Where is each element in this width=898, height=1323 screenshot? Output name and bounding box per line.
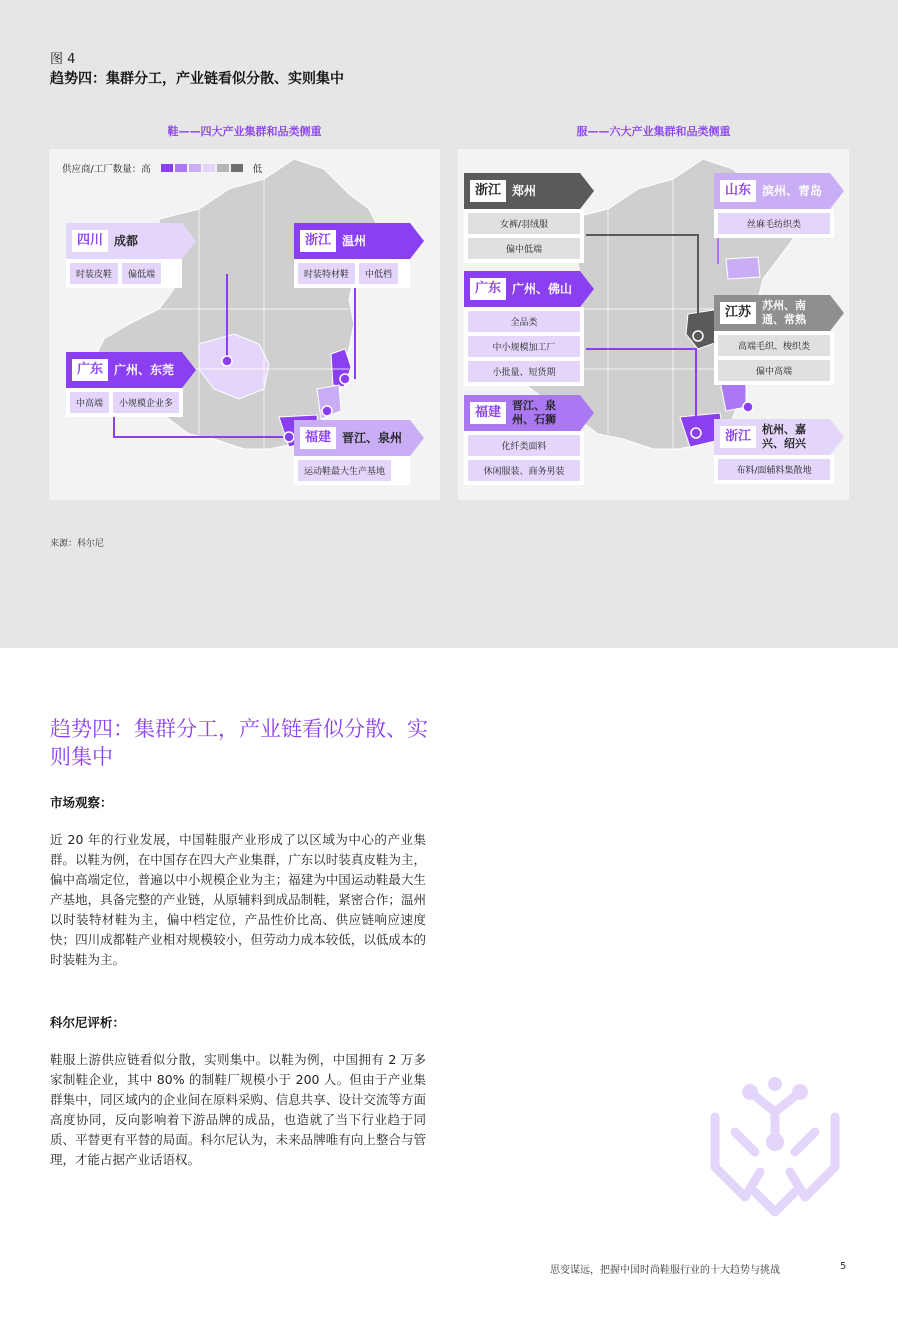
city-label: 广州、东莞 <box>114 363 175 377</box>
market-observation-heading: 市场观察： <box>50 795 113 810</box>
city-label: 杭州、嘉兴、绍兴 <box>762 423 807 450</box>
market-observation-body: 近 20 年的行业发展，中国鞋服产业形成了以区域为中心的产业集群。以鞋为例，在中国存在四大产业集群，广东以时装真皮鞋为主，偏中高端定位，普遍以中小规模企业为主；福建为中国运动鞋最大生产基地，具备完整的产业链，从原辅料到成品制鞋，紧密合作；温州以时装特材鞋为主，偏中档定位，产品性价比高、供应链响应速度快；四川成都鞋产业相对规模较小，但劳动力成本较低，以低成本的时装鞋为主。 <box>50 832 426 967</box>
legend-swatch <box>175 164 187 172</box>
city-label: 成都 <box>114 234 139 248</box>
cluster-zhengzhou <box>464 173 584 263</box>
apparel-map <box>458 149 849 500</box>
cluster-shandong <box>714 173 834 238</box>
city-label: 广州、佛山 <box>512 282 573 296</box>
cluster-zhejiang <box>294 223 410 288</box>
city-label: 晋江、泉州、石狮 <box>512 399 557 426</box>
category-tag: 时装特材鞋 <box>298 263 355 284</box>
province-label: 浙江 <box>300 230 336 252</box>
legend-low-label: 低 <box>252 164 263 175</box>
category-tag: 女裤/羽绒服 <box>468 213 580 234</box>
category-tag: 运动鞋最大生产基地 <box>298 460 391 481</box>
legend-swatch <box>203 164 215 172</box>
category-tag: 偏低端 <box>122 263 161 284</box>
figure-panel <box>0 0 898 648</box>
category-tag: 布料/面辅料集散地 <box>718 459 830 480</box>
province-label: 广东 <box>72 359 108 381</box>
legend-swatch <box>231 164 243 172</box>
cluster-sichuan <box>66 223 182 288</box>
category-tag: 化纤类面料 <box>468 435 580 456</box>
province-label: 四川 <box>72 230 108 252</box>
figure-title: 趋势四：集群分工，产业链看似分散、实则集中 <box>50 71 344 87</box>
category-tag: 全品类 <box>468 311 580 332</box>
city-label: 晋江、泉州 <box>342 431 403 445</box>
legend-swatch <box>161 164 173 172</box>
shandong-region <box>726 257 760 279</box>
cluster-guangdong <box>464 271 584 386</box>
province-label: 山东 <box>720 180 756 202</box>
shoes-map <box>49 149 440 500</box>
network-hands-icon <box>700 1072 850 1222</box>
category-tag: 小批量、短货期 <box>468 361 580 382</box>
figure-label: 图 4 <box>50 52 76 67</box>
kearney-analysis-heading: 科尔尼评析： <box>50 1015 126 1030</box>
footer-title: 思变谋远，把握中国时尚鞋服行业的十大趋势与挑战 <box>550 1265 780 1276</box>
legend-swatch <box>189 164 201 172</box>
page-number: 5 <box>840 1261 847 1272</box>
city-label: 郑州 <box>512 184 537 198</box>
figure-source: 来源：科尔尼 <box>50 539 105 549</box>
map-legend <box>62 161 262 175</box>
apparel-map-heading: 服——六大产业集群和品类侧重 <box>576 125 731 138</box>
cluster-fujian <box>464 395 584 485</box>
shoes-map-heading: 鞋——四大产业集群和品类侧重 <box>167 125 322 138</box>
kearney-analysis-body: 鞋服上游供应链看似分散，实则集中。以鞋为例，中国拥有 2 万多家制鞋企业，其中 80% 的制鞋厂规模小于 200 人。但由于产业集群集中，同区域内的企业间在原料采购、信息共享、设计交流等方面高度协同，反向影响着下游品牌的成品，也造就了当下行业趋于同质、平替更有平替的局面。科尔尼认为，未来品牌唯有向上整合与管理，才能占据产业话语权。 <box>50 1052 426 1167</box>
city-label: 苏州、南通、常熟 <box>762 299 807 326</box>
cluster-hangzhou <box>714 419 834 484</box>
category-tag: 中小规模加工厂 <box>468 336 580 357</box>
city-label: 滨州、青岛 <box>762 184 823 198</box>
article-title: 趋势四：集群分工，产业链看似分散、实则集中 <box>50 717 428 769</box>
province-label: 福建 <box>470 402 506 424</box>
category-tag: 时装皮鞋 <box>70 263 118 284</box>
category-tag: 小规模企业多 <box>113 392 179 413</box>
category-tag: 丝麻毛纺织类 <box>718 213 830 234</box>
category-tag: 中低档 <box>359 263 398 284</box>
province-label: 江苏 <box>720 302 756 324</box>
legend-swatch <box>217 164 229 172</box>
category-tag: 高端毛织、梭织类 <box>718 335 830 356</box>
cluster-guangdong <box>66 352 183 417</box>
category-tag: 休闲服装、商务男装 <box>468 460 580 481</box>
category-tag: 中高端 <box>70 392 109 413</box>
category-tag: 偏中高端 <box>718 360 830 381</box>
cluster-jiangsu <box>714 295 834 385</box>
province-label: 浙江 <box>720 426 756 448</box>
province-label: 广东 <box>470 278 506 300</box>
province-label: 浙江 <box>470 180 506 202</box>
legend-high-label: 供应商/工厂数量：高 <box>62 164 151 175</box>
province-label: 福建 <box>300 427 336 449</box>
city-label: 温州 <box>342 234 367 248</box>
cluster-fujian <box>294 420 410 485</box>
category-tag: 偏中低端 <box>468 238 580 259</box>
